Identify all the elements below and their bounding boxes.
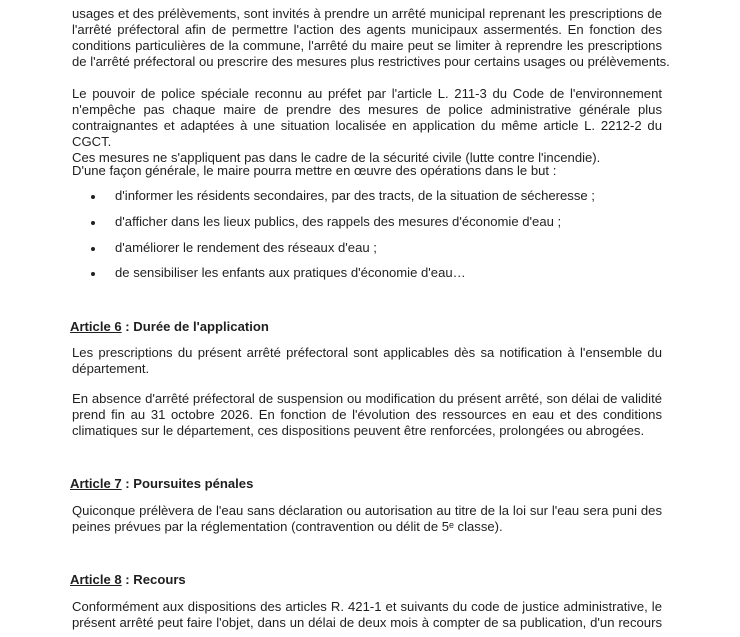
list-item: de sensibiliser les enfants aux pratiques d'économie d'eau… — [115, 265, 466, 280]
text-line: conditions particulières de la commune, l'arrêté du maire peut se limiter à reprendre les prescriptions — [72, 38, 662, 53]
text-line: département. — [72, 361, 150, 376]
text-line: Quiconque prélèvera de l'eau sans déclaration ou autorisation au titre de la loi sur l'eau sera puni des — [72, 503, 662, 518]
text-line: prend fin au 31 octobre 2026. En fonction de l'évolution des ressources en eau et des conditions — [72, 407, 662, 422]
article-7-heading — [70, 476, 253, 492]
maire-paragraph — [72, 163, 662, 179]
article-title: : Poursuites pénales — [121, 476, 254, 491]
text-line: Les prescriptions du présent arrêté préfectoral sont applicables dès sa notification à l'ensemble du — [72, 345, 662, 360]
article-6-paragraph-1 — [72, 345, 662, 377]
article-8-paragraph — [72, 599, 662, 631]
text-line: de l'arrêté préfectoral ou prescrire des mesures plus restrictives pour certains usages ou prélèvements. — [72, 54, 670, 69]
article-6-paragraph-2 — [72, 391, 662, 439]
text-line: l'arrêté préfectoral afin de permettre l'action des agents municipaux assermentés. En fonction des — [72, 22, 662, 37]
text-line: peines prévues par la réglementation (contravention ou délit de 5ᵉ classe). — [72, 519, 503, 534]
bullet-icon — [91, 247, 95, 251]
article-label: Article 6 — [70, 319, 122, 334]
bullet-icon — [91, 195, 95, 199]
text-line: contraignantes et adaptées à une situation localisée en application du même article L. 2212-2 du CGCT. — [72, 118, 662, 149]
text-line: D'une façon générale, le maire pourra mettre en œuvre des opérations dans le but : — [72, 163, 557, 178]
article-title: : Durée de l'application — [121, 319, 269, 334]
text-line: Ces mesures ne s'appliquent pas dans le cadre de la sécurité civile (lutte contre l'incendie). — [72, 150, 601, 165]
police-paragraph — [72, 86, 662, 166]
intro-paragraph — [72, 6, 670, 70]
list-item: d'informer les résidents secondaires, par des tracts, de la situation de sécheresse ; — [115, 188, 595, 203]
article-label: Article 7 — [70, 476, 122, 491]
article-6-heading — [70, 319, 269, 335]
text-line: climatiques sur le département, ces dispositions peuvent être renforcées, prolongées ou abrogées. — [72, 423, 645, 438]
article-8-heading — [70, 572, 186, 588]
text-line: n'empêche pas chaque maire de prendre des mesures de police administrative générale plus — [72, 102, 662, 117]
article-7-paragraph — [72, 503, 662, 535]
bullet-icon — [91, 221, 95, 225]
text-line: En absence d'arrêté préfectoral de suspension ou modification du présent arrêté, son délai de validité — [72, 391, 662, 406]
text-line: Le pouvoir de police spéciale reconnu au préfet par l'article L. 211-3 du Code de l'environnement — [72, 86, 662, 101]
text-line: présent arrêté peut faire l'objet, dans un délai de deux mois à compter de sa publication, d'un recours — [72, 615, 662, 630]
text-line: usages et des prélèvements, sont invités à prendre un arrêté municipal reprenant les prescriptions de — [72, 6, 662, 21]
list-item: d'afficher dans les lieux publics, des rappels des mesures d'économie d'eau ; — [115, 214, 562, 229]
article-title: : Recours — [121, 572, 186, 587]
text-line: Conformément aux dispositions des articles R. 421-1 et suivants du code de justice administrative, le — [72, 599, 662, 614]
list-item: d'améliorer le rendement des réseaux d'eau ; — [115, 240, 377, 255]
article-label: Article 8 — [70, 572, 122, 587]
bullet-icon — [91, 272, 95, 276]
